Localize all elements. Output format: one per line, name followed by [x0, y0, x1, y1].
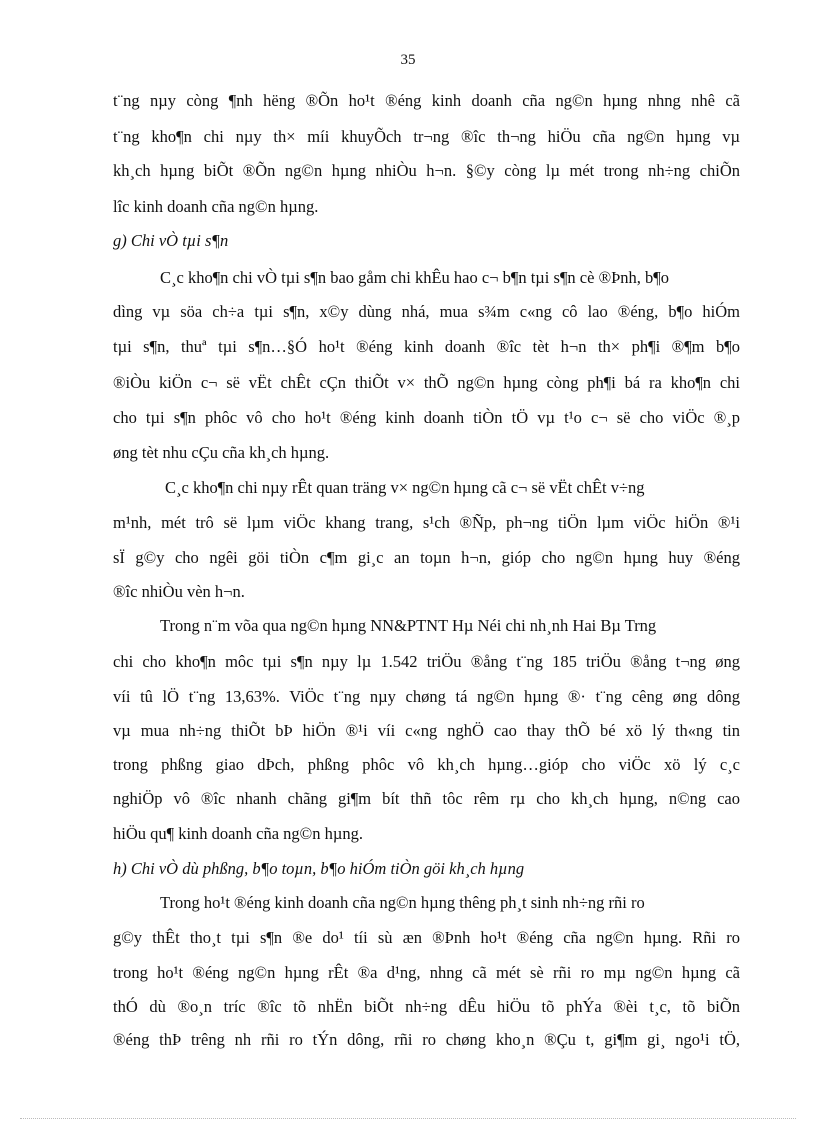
- text-line: trong ho¹t ®éng ng©n hµng rÊt ®a d¹ng, nhng cã mét sè rñi ro mµ ng©n hµng cã: [113, 963, 740, 982]
- text-line: trong phßng giao dÞch, phßng phôc vô kh¸ch hµng…gióp cho viÖc xö lý c¸c: [113, 755, 740, 774]
- text-line: C¸c kho¶n chi nµy rÊt quan träng v× ng©n hµng cã c¬ së vËt chÊt v÷ng: [165, 478, 645, 497]
- text-line: kh¸ch hµng biÕt ®Õn ng©n hµng nhiÒu h¬n. §©y còng lµ mét trong nh÷ng chiÕn: [113, 161, 740, 180]
- text-line: víi tû lÖ t¨ng 13,63%. ViÖc t¨ng nµy chøng tá ng©n hµng ®· t¨ng cêng øng dông: [113, 687, 740, 706]
- section-heading: g) Chi vÒ tµi s¶n: [113, 231, 229, 250]
- text-line: hiÖu qu¶ kinh doanh cña ng©n hµng.: [113, 824, 363, 843]
- text-line: lîc kinh doanh cña ng©n hµng.: [113, 197, 319, 216]
- text-line: øng tèt nhu cÇu cña kh¸ch hµng.: [113, 443, 330, 462]
- text-line: cho tµi s¶n phôc vô cho ho¹t ®éng kinh doanh tiÒn tÖ vµ t¹o c¬ së cho viÖc ®¸p: [113, 408, 740, 427]
- page-number: 35: [400, 52, 416, 68]
- page-bottom-divider: [20, 1118, 796, 1119]
- text-line: ®éng thÞ trêng nh rñi ro tÝn dông, rñi ro chøng kho¸n ®Çu t, gi¶m gi¸ ngo¹i tÖ,: [113, 1030, 740, 1049]
- text-line: m¹nh, mét trô së lµm viÖc khang trang, s¹ch ®Ñp, ph¬ng tiÖn lµm viÖc hiÖn ®¹i: [113, 513, 740, 532]
- text-line: g©y thÊt tho¸t tµi s¶n ®e do¹ tíi sù æn ®Þnh ho¹t ®éng cña ng©n hµng. Rñi ro: [113, 928, 740, 947]
- text-line: Trong ho¹t ®éng kinh doanh cña ng©n hµng thêng ph¸t sinh nh÷ng rñi ro: [160, 893, 645, 912]
- text-line: ®iÒu kiÖn c¬ së vËt chÊt cÇn thiÕt v× thÕ ng©n hµng còng ph¶i bá ra kho¶n chi: [113, 373, 740, 392]
- text-line: nghiÖp vô ®îc nhanh chãng gi¶m bít thñ tôc rêm rµ cho kh¸ch hµng, n©ng cao: [113, 789, 740, 808]
- text-line: t¨ng nµy còng ¶nh hëng ®Õn ho¹t ®éng kinh doanh cña ng©n hµng nhng nhê cã: [113, 91, 740, 110]
- section-heading: h) Chi vÒ dù phßng, b¶o toµn, b¶o hiÓm tiÒn göi kh¸ch hµng: [113, 859, 525, 878]
- text-line: C¸c kho¶n chi vÒ tµi s¶n bao gåm chi khÊu hao c¬ b¶n tµi s¶n cè ®Þnh, b¶o: [160, 268, 670, 287]
- text-line: vµ mua nh÷ng thiÕt bÞ hiÖn ®¹i víi c«ng nghÖ cao thay thÕ bé xö lý th«ng tin: [113, 721, 740, 740]
- text-line: chi cho kho¶n môc tµi s¶n nµy lµ 1.542 triÖu ®ång t¨ng 185 triÖu ®ång t¬ng øng: [113, 652, 740, 671]
- text-line: thÓ dù ®o¸n tríc ®îc tõ nhËn biÕt nh÷ng dÊu hiÖu tõ phÝa ®èi t¸c, tõ biÕn: [113, 997, 740, 1016]
- text-line: ®îc nhiÒu vèn h¬n.: [113, 582, 245, 601]
- text-line: dìng vµ söa ch÷a tµi s¶n, x©y dùng nhá, mua s¾m c«ng cô lao ®éng, b¶o hiÓm: [113, 302, 740, 321]
- text-line: Trong n¨m võa qua ng©n hµng NN&PTNT Hµ Néi chi nh¸nh Hai Bµ Trng: [160, 616, 657, 635]
- text-line: tµi s¶n, thuª tµi s¶n…§Ó ho¹t ®éng kinh doanh ®îc tèt h¬n th× ph¶i ®¶m b¶o: [113, 337, 740, 356]
- text-line: sÏ g©y cho ngêi göi tiÒn c¶m gi¸c an toµn h¬n, gióp cho ng©n hµng huy ®éng: [113, 548, 740, 567]
- text-line: t¨ng kho¶n chi nµy th× míi khuyÕch tr¬ng ®îc th¬ng hiÖu cña ng©n hµng vµ: [113, 127, 740, 146]
